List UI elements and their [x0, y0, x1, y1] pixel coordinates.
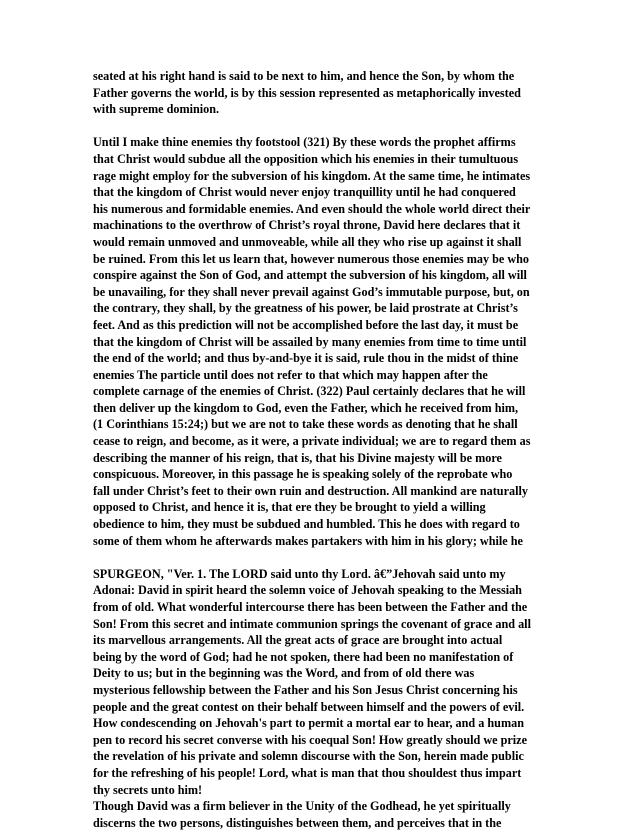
text-line: the revelation of his private and solemn discourse with the Son, herein made public	[93, 749, 524, 764]
text-line: being by the word of God; had he not spoken, there had been no manifestation of	[93, 649, 514, 664]
text-line: pen to record his secret converse with his coequal Son! How greatly should we prize	[93, 732, 527, 747]
text-line: describing the manner of his reign, that is, that his Divine majesty will be more	[93, 450, 502, 465]
text-line: discerns the two persons, distinguishes between them, and perceives that in the	[93, 815, 502, 830]
text-line: opposed to Christ, and hence it is, that ere they be brought to yield a willing	[93, 500, 486, 515]
text-line: enemies The particle until does not refer to that which may happen after the	[93, 367, 488, 382]
text-line: machinations to the overthrow of Christ’s royal throne, David here declares that it	[93, 218, 521, 233]
text-line: conspicuous. Moreover, in this passage he is speaking solely of the reprobate who	[93, 467, 513, 482]
text-line: the end of the world; and thus by-and-bye it is said, rule thou in the midst of thine	[93, 351, 519, 366]
text-line: SPURGEON, "Ver. 1. The LORD said unto thy Lord. â€”Jehovah said unto my	[93, 566, 506, 581]
text-line: his numerous and formidable enemies. And even should the whole world direct their	[93, 201, 531, 216]
text-line: some of them whom he afterwards makes partakers with him in his glory; while he	[93, 533, 523, 548]
text-line: obedience to him, they must be subdued and humbled. This he does with regard to	[93, 517, 520, 532]
text-line: Father governs the world, is by this session represented as metaphorically invested	[93, 85, 521, 100]
text-line: for the refreshing of his people! Lord, what is man that thou shouldest thus impart	[93, 765, 522, 780]
paragraph-gap	[93, 549, 553, 566]
text-line: Son! From this secret and intimate communion springs the covenant of grace and all	[93, 616, 531, 631]
text-line: mysterious fellowship between the Father and his Son Jesus Christ concerning his	[93, 682, 518, 697]
text-line: Deity to us; but in the beginning was the Word, and from of old there was	[93, 666, 475, 681]
text-line: thy secrets unto him!	[93, 782, 203, 797]
text-line: the contrary, they shall, by the greatness of his power, be laid prostrate at Christ’s	[93, 301, 518, 316]
text-line: Though David was a firm believer in the Unity of the Godhead, he yet spiritually	[93, 799, 511, 814]
text-line: its marvellous arrangements. All the great acts of grace are brought into actual	[93, 633, 503, 648]
text-line: that the kingdom of Christ would never enjoy tranquillity until he had conquered	[93, 185, 516, 200]
text-line: feet. And as this prediction will not be accomplished before the last day, it must be	[93, 317, 519, 332]
text-line: would remain unmoved and unmoveable, while all they who rise up against it shall	[93, 234, 522, 249]
text-line: be ruined. From this let us learn that, however numerous those enemies may be who	[93, 251, 530, 266]
paragraph-footstool	[93, 134, 553, 549]
text-line: complete carnage of the enemies of Christ. (322) Paul certainly declares that he will	[93, 384, 526, 399]
text-line: that Christ would subdue all the opposition which his enemies in their tumultuous	[93, 151, 519, 166]
text-line: How condescending on Jehovah's part to permit a mortal ear to hear, and a human	[93, 716, 524, 731]
text-line: (1 Corinthians 15:24;) but we are not to take these words as denoting that he shall	[93, 417, 518, 432]
paragraph-continuation	[93, 68, 553, 118]
text-line: Adonai: David in spirit heard the solemn voice of Jehovah speaking to the Messiah	[93, 583, 522, 598]
paragraph-spurgeon	[93, 566, 553, 831]
body-text	[93, 68, 553, 831]
paragraph-gap	[93, 118, 553, 135]
text-line: rage might employ for the subversion of his kingdom. At the same time, he intimates	[93, 168, 531, 183]
text-line: from of old. What wonderful intercourse there has been between the Father and the	[93, 600, 528, 614]
text-line: seated at his right hand is said to be next to him, and hence the Son, by whom the	[93, 69, 515, 83]
text-line: with supreme dominion.	[93, 102, 220, 117]
text-line: be unavailing, for they shall never prevail against God’s immutable purpose, but, on	[93, 284, 530, 299]
text-line: conspire against the Son of God, and attempt the subversion of his kingdom, all will	[93, 268, 527, 283]
text-line: people and the great contest on their behalf between himself and the powers of evil.	[93, 699, 525, 714]
text-line: fall under Christ’s feet to their own ruin and destruction. All mankind are naturally	[93, 483, 528, 498]
text-line: then deliver up the kingdom to God, even the Father, which he received from him,	[93, 400, 519, 415]
text-line: Until I make thine enemies thy footstool (321) By these words the prophet affirms	[93, 135, 516, 150]
text-line: cease to reign, and become, as it were, a private individual; we are to regard them as	[93, 434, 531, 449]
text-line: that the kingdom of Christ will be assailed by many enemies from time to time until	[93, 334, 527, 349]
